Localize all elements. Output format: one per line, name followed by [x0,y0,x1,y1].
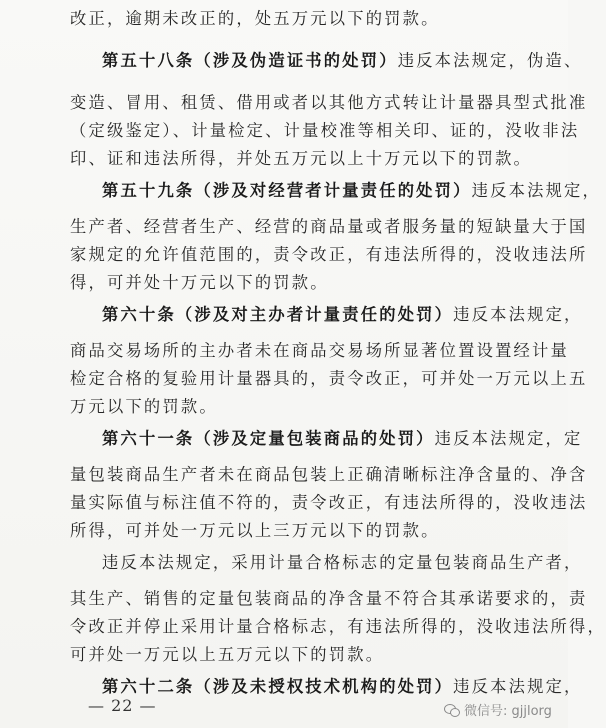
text-line: 其生产、销售的定量包装商品的净含量不符合其承诺要求的，责 [70,589,588,608]
text-line: 印、证和违法所得，并处五万元以上十万元以下的罚款。 [70,149,533,168]
watermark [444,700,552,719]
text-line: 量包装商品生产者未在商品包装上正确清晰标注净含量的、净含 [70,465,588,484]
watermark-text: 微信号: gjjlorg [464,704,552,719]
text-line: 违反本法规定，采用计量合格标志的定量包装商品生产者， [102,553,583,572]
text-line: 检定合格的复验用计量器具的，责令改正，可并处一万元以上五 [70,369,588,388]
text-line: 商品交易场所的主办者未在商品交易场所显著位置设置经计量 [70,341,569,360]
text-line: （定级鉴定）、计量检定、计量校准等相关印、证的，没收非法 [70,121,580,140]
article-heading: 第五十九条（涉及对经营者计量责任的处罚） [102,181,472,200]
text-line: 量实际值与标注值不符的，责令改正，有违法所得的，没收违法 [70,493,588,512]
article-58-heading-line: 第五十八条（涉及伪造证书的处罚）违反本法规定，伪造、 [102,51,583,70]
text-line: 家规定的允许值范围的，责令改正，有违法所得的，没收违法所 [70,245,588,264]
text-line: 所得，可并处一万元以上三万元以下的罚款。 [70,521,440,540]
wechat-icon [444,703,460,717]
article-59-heading-line: 第五十九条（涉及对经营者计量责任的处罚）违反本法规定， [102,181,602,200]
text-line: 变造、冒用、租赁、借用或者以其他方式转让计量器具型式批准 [70,93,588,112]
text-line: 改正，逾期未改正的，处五万元以下的罚款。 [70,9,440,28]
text-line: 生产者、经营者生产、经营的商品量或者服务量的短缺量大于国 [70,217,588,236]
text-line: 令改正并停止采用计量合格标志，有违法所得的，没收违法所得， [70,617,606,636]
article-heading: 第五十八条（涉及伪造证书的处罚） [102,51,398,70]
article-62-heading-line: 第六十二条（涉及未授权技术机构的处罚）违反本法规定， [102,677,583,696]
article-60-heading-line: 第六十条（涉及对主办者计量责任的处罚）违反本法规定， [102,305,583,324]
text-line: 万元以下的罚款。 [70,397,218,416]
page-number: — 22 — [88,696,157,715]
article-heading: 第六十一条（涉及定量包装商品的处罚） [102,429,435,448]
text-line: 可并处一万元以上五万元以下的罚款。 [70,645,385,664]
article-heading: 第六十二条（涉及未授权技术机构的处罚） [102,677,454,696]
text-line: 得，可并处十万元以下的罚款。 [70,273,329,292]
article-61-heading-line: 第六十一条（涉及定量包装商品的处罚）违反本法规定，定 [102,429,583,448]
article-heading: 第六十条（涉及对主办者计量责任的处罚） [102,305,454,324]
